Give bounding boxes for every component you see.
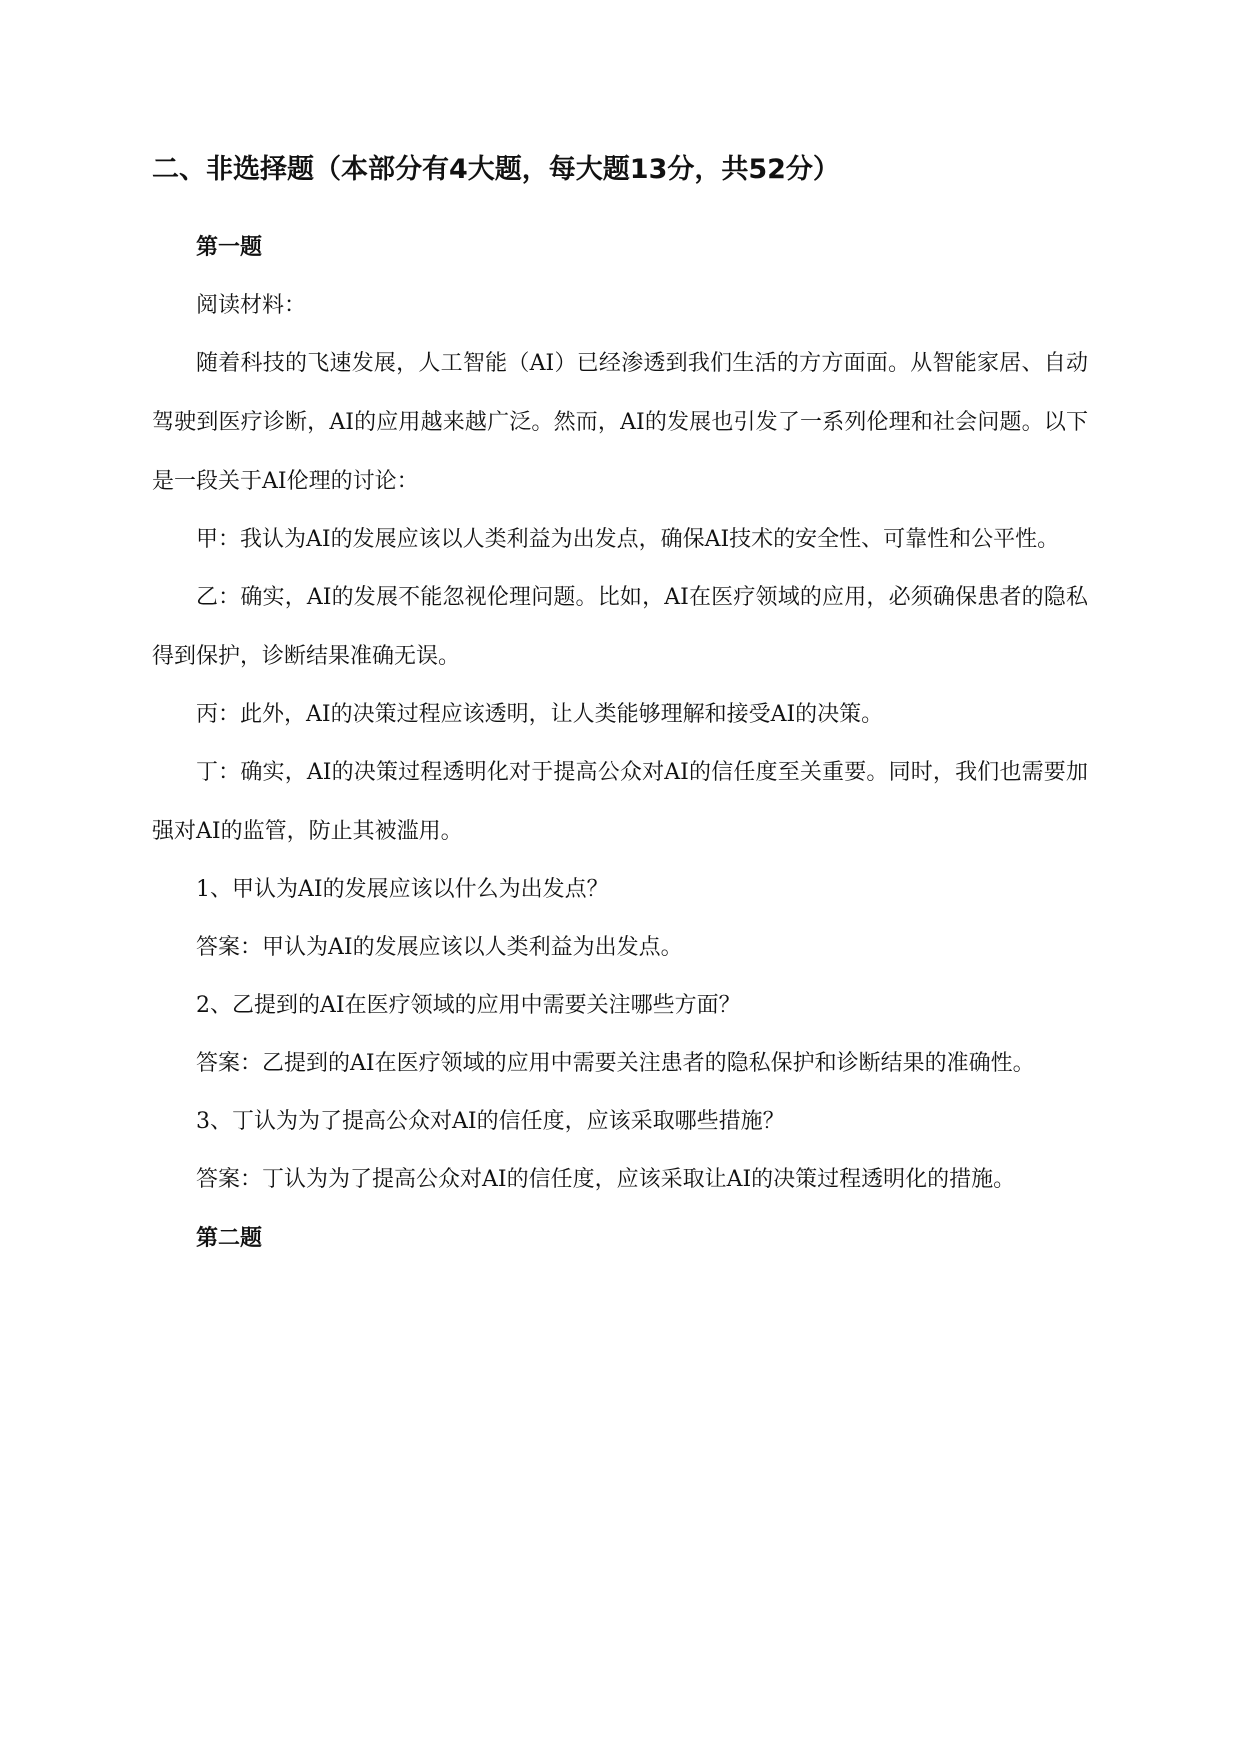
question-1-item-1: 1、甲认为AI的发展应该以什么为出发点？ [196,877,609,902]
question-1-item-2: 2、乙提到的AI在医疗领域的应用中需要关注哪些方面？ [196,993,741,1018]
answer-1-item-2: 答案：乙提到的AI在医疗领域的应用中需要关注患者的隐私保护和诊断结果的准确性。 [196,1051,1035,1076]
document-body [152,228,1088,1277]
material-intro: 阅读材料： [196,293,307,318]
section-title: 二、非选择题（本部分有4大题，每大题13分，共52分） [152,154,840,185]
dialogue-bing: 丙：此外，AI的决策过程应该透明，让人类能够理解和接受AI的决策。 [196,702,884,727]
dialogue-jia: 甲：我认为AI的发展应该以人类利益为出发点，确保AI技术的安全性、可靠性和公平性。 [196,527,1060,552]
material-paragraph: 随着科技的飞速发展，人工智能（AI）已经渗透到我们生活的方方面面。从智能家居、自动驾驶到医疗诊断，AI的应用越来越广泛。然而，AI的发展也引发了一系列伦理和社会问题。以下是一段关于AI伦理的讨论： [152,351,1088,494]
question-1-item-3: 3、丁认为为了提高公众对AI的信任度，应该采取哪些措施？ [196,1109,785,1134]
question-2-title: 第二题 [196,1226,263,1251]
question-1-title: 第一题 [196,235,263,260]
answer-1-item-1: 答案：甲认为AI的发展应该以人类利益为出发点。 [196,935,683,960]
dialogue-yi: 乙：确实，AI的发展不能忽视伦理问题。比如，AI在医疗领域的应用，必须确保患者的隐私得到保护，诊断结果准确无误。 [152,585,1088,669]
dialogue-ding: 丁：确实，AI的决策过程透明化对于提高公众对AI的信任度至关重要。同时，我们也需要加强对AI的监管，防止其被滥用。 [152,760,1088,844]
answer-1-item-3: 答案：丁认为为了提高公众对AI的信任度，应该采取让AI的决策过程透明化的措施。 [196,1167,1016,1192]
